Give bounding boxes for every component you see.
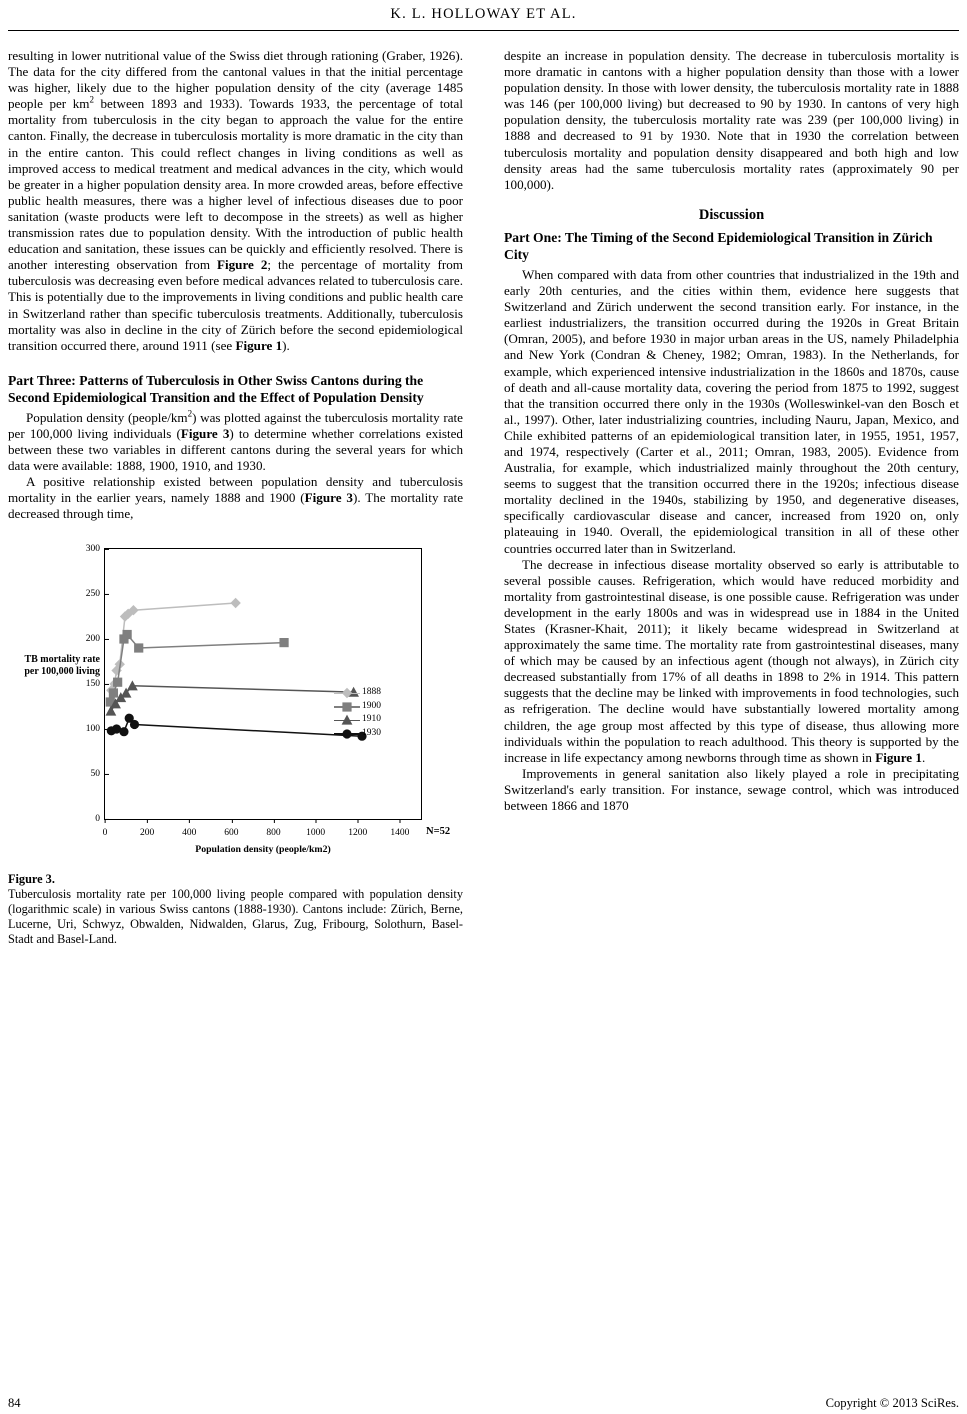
header-rule (8, 30, 959, 31)
x-tick-200: 200 (140, 819, 154, 841)
legend-label-1900: 1900 (362, 700, 381, 711)
left-para1-a: resulting in lower nutritional value of the Swiss diet through rationing (Graber, 1926). The data for the city differed from the cantonal values in that the initial percentage was higher, likely due to the higher population density of the city (average 1485 people per km (8, 48, 463, 112)
y-tick-0: 0 (95, 811, 105, 827)
left-para2-b: ) was plotted against the tuberculosis mortality rate per 100,000 living individuals ( (8, 409, 463, 441)
series-line-1910 (111, 686, 354, 711)
x-tick-1400: 1400 (390, 819, 409, 841)
running-head: K. L. HOLLOWAY ET AL. (390, 6, 577, 22)
x-tick-1200: 1200 (348, 819, 367, 841)
y-tick-200: 200 (86, 631, 105, 647)
figure-2-reference: Figure 2 (217, 257, 268, 273)
legend-item-1910 (334, 713, 381, 727)
x-tick-800: 800 (266, 819, 280, 841)
left-paragraph-1 (8, 48, 463, 354)
series-line-1930 (111, 719, 362, 737)
figure-3-number: Figure 3. (8, 872, 55, 887)
x-tick-0: 0 (103, 819, 108, 841)
legend-item-1888 (334, 686, 381, 700)
legend-item-1900 (334, 700, 381, 714)
figure-3-caption (8, 872, 463, 947)
left-paragraph-3 (8, 474, 463, 522)
right-paragraph-4: Improvements in general sanitation also likely played a role in precipitating Switzerland's early transition. For instance, sewage control, which was introduced between 1866 and 1870 (504, 765, 959, 814)
left-para3-b: ). The mortality rate decreased through time, (8, 490, 464, 522)
series-point-1900 (109, 689, 118, 698)
chart-y-axis-label (8, 654, 100, 677)
left-para3-a: A positive relationship existed between population density and tuberculosis mortality in the earlier years, namely 1888 and 1900 ( (8, 474, 463, 506)
left-para2-a: Population density (people/km (26, 409, 188, 425)
left-para1-c: ; the percentage of mortality from tuberculosis was decreasing even before medical advances related to tuberculosis care. This is potentially due to the improvements in living conditions and public health care in Switzerland rather than specific tuberculosis treatments. Additionally, tuberculosis mortality was also in decline in the city of Zürich before the second epidemiological transition occurred there, around 1911 (see (8, 257, 463, 353)
figure-3-reference-1: Figure 3 (180, 425, 230, 441)
left-para2-sup: 2 (187, 408, 193, 419)
discussion-heading: Discussion (698, 206, 765, 223)
series-point-1900 (113, 678, 122, 687)
heading-part-one: Part One: The Timing of the Second Epidemiological Transition in Zürich City (504, 229, 933, 262)
legend-label-1930: 1930 (362, 727, 381, 738)
legend-swatch-1900 (334, 701, 360, 713)
right-paragraph-3 (504, 557, 959, 766)
legend-item-1930 (334, 727, 381, 741)
chart-legend (334, 686, 381, 740)
legend-swatch-1888 (334, 687, 360, 699)
footer-page-number: 84 (8, 1396, 21, 1410)
right-paragraph-2: When compared with data from other countries that industrialized in the 19th and early 20th centuries, and the cities within them, evidence here suggests that Switzerland and Zürich underwent the second transition early. For instance, in the earliest industrializers, the transition occurred during the 1920s in Great Britain (Omran, 2005), and before 1930 in major urban areas in the US, namely Philadelphia and New York (Condran & Cheney, 1982; Omran, 1983). In the Netherlands, for example, which experienced intensive industrialization in the 1860s and 1870s, cause of death and all-cause mortality data, covering the period from 1875 to 1992, suggest that the transition occurred there only in the 1930s (Wolleswinkel-van den Bosch et al., 1997). Other, later industrializing countries, including Nauru, Japan, Mexico, and Chile exhibited patterns of an epidemiological transition later, in 1955, 1951, 1957, and 1974, respectively (Carter et al., 2011; Omran, 1983, 2005). Evidence from Australia, for example, which industrialized mainly throughout the 20th century, seems to suggest that the transition occurred there in the 1920s; infectious disease mortality declined in the 1940s, stabilizing by 1950, and degenerative diseases, specifically cardiovascular disease and cancer, increased from 1920 on, only plateauing in 1940. Overall, the epidemiological transition in all of these other countries occurred later than in Switzerland. (504, 266, 959, 556)
y-label-line-1: TB mortality rate per 100,000 living (24, 654, 100, 677)
legend-label-1910: 1910 (362, 714, 381, 725)
legend-swatch-1930 (334, 728, 360, 740)
right-column (504, 48, 959, 814)
right-para3-a: The decrease in infectious disease mortality observed so early is attributable to several possible causes. Refrigeration, which would have reduced morbidity and mortality from gastrointestinal disease, is one possible cause. Refrigeration was under development in the early 1800s and was in widespread use in 1884 in the United States (Krasner-Khait, 2011); it likely became widespread in Switzerland at approximately the same time. The mortality rate from gastrointestinal diseases, many of which may be caused by an infectious agent (though not always), in Zürich city decreased substantially from 17% of all deaths in 1898 to 2% in 1914. This pattern suggests that the decline may be linked with improvements in food technologies, such as refrigeration. The decline would have substantially lowered mortality among children, the age group most affected by this type of disease, thus allowing more individuals within the population to reach adulthood. This theory is supported by the increase in life expectancy among newborns through time as shown in (504, 556, 959, 765)
figure-3-chart (8, 536, 463, 866)
y-tick-100: 100 (86, 721, 105, 737)
figure-1-reference: Figure 1 (235, 337, 283, 353)
series-point-1900 (279, 638, 288, 647)
left-para1-b: between 1893 and 1933). Towards 1933, the percentage of total mortality from tuberculosis in the city began to approach the value for the entire canton. Finally, the decrease in tuberculosis mortality is more dramatic in the city than in the entire canton. This could reflect changes in living conditions as well as improved access to medical treatment and medical advances in the city, which would be greater in a higher population density area. In more crowded areas, before effective public health measures, there was a higher level of infectious diseases due to poor sanitation (waste products were left to decompose in the streets) as well as higher transmission rates due to population density. With the introduction of public health education and sanitation, these issues can be quickly and efficiently resolved. There is another interesting observation from (8, 96, 463, 273)
chart-sample-size: N=52 (426, 826, 451, 838)
figure-1-reference-2: Figure 1 (875, 749, 922, 765)
series-point-1930 (119, 728, 128, 737)
series-point-1900 (123, 630, 132, 639)
chart-x-axis-label: Population density (people/km2) (195, 844, 331, 856)
x-tick-400: 400 (182, 819, 196, 841)
legend-label-1888: 1888 (362, 687, 381, 698)
left-paragraph-2 (8, 410, 463, 474)
x-tick-1000: 1000 (306, 819, 325, 841)
series-point-1888 (230, 598, 240, 608)
y-tick-50: 50 (91, 766, 106, 782)
y-tick-250: 250 (86, 586, 105, 602)
left-para1-d: ). (282, 337, 290, 353)
x-tick-600: 600 (224, 819, 238, 841)
left-para2-c: ) to determine whether correlations existed between these two variables in different cantons during the several years for which data were available: 1888, 1900, 1910, and 1930. (8, 425, 463, 474)
chart-series-layer (105, 549, 421, 819)
legend-swatch-1910 (334, 714, 360, 726)
y-tick-300: 300 (86, 541, 105, 557)
series-point-1930 (130, 720, 139, 729)
right-paragraph-1: despite an increase in population density. The decrease in tuberculosis mortality is more dramatic in cantons with a higher population density than those with a lower population density. In those with lower density, the tuberculosis mortality rate in 1888 was 146 (per 100,000 living) but decreased to 90 by 1930. In cantons of very high population density, the tuberculosis mortality rate was 239 (per 100,000 living) in 1888 and decreased to 91 by 1930. Note that in 1930 the correlation between tuberculosis mortality and population density disappeared and both high and low density areas had the same tuberculosis mortality rates (approximately 90 per 100,000). (504, 48, 959, 192)
figure-3-reference-2: Figure 3 (304, 490, 353, 506)
heading-part-three: Part Three: Patterns of Tuberculosis in Other Swiss Cantons during the Second Epidemiological Transition and the Effect of Population Density (8, 372, 424, 405)
right-para3-b: . (921, 749, 926, 765)
series-point-1900 (134, 644, 143, 653)
figure-3-block (8, 536, 463, 947)
two-column-body (8, 48, 959, 1338)
y-tick-150: 150 (86, 676, 105, 692)
left-para1-sup: 2 (89, 94, 94, 105)
chart-plot-area (85, 544, 422, 839)
footer-copyright: Copyright © 2013 SciRes. (825, 1396, 959, 1410)
left-column (8, 48, 463, 947)
figure-3-caption-text: Tuberculosis mortality rate per 100,000 living people compared with population density (logarithmic scale) in various Swiss cantons (1888-1930). Cantons include: Zürich, Berne, Lucerne, Uri, Schwyz, Obwalden, Nidwalden, Glarus, Zug, Fribourg, Solothurn, Basel-Stadt and Basel-Land. (8, 887, 463, 947)
